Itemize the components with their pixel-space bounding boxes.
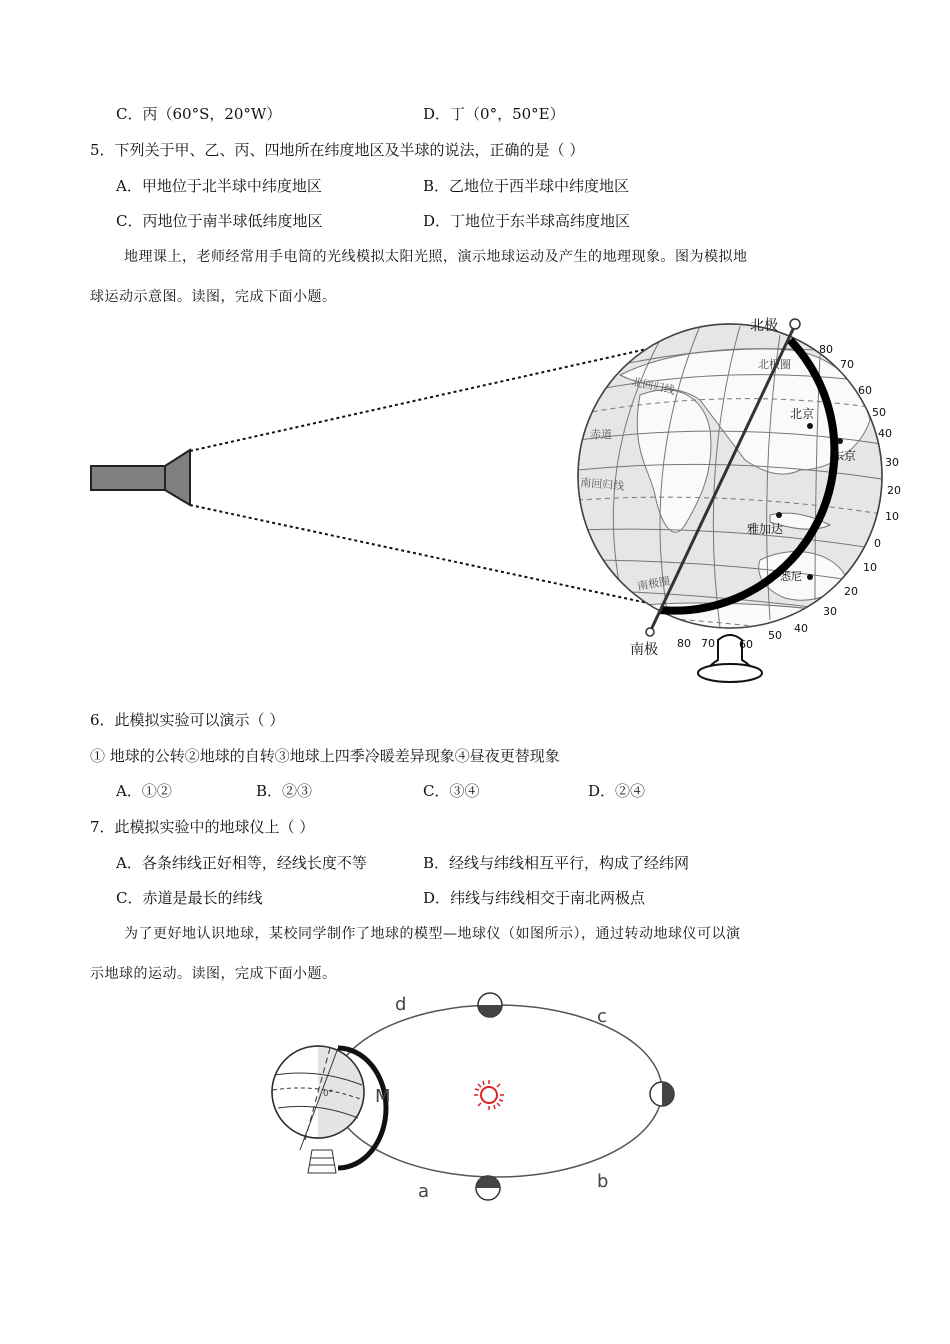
label-meridian-0: 0°: [323, 1089, 334, 1099]
q4-option-d: D．丁（0°，50°E）: [423, 105, 565, 123]
label-tokyo: 东京: [832, 449, 857, 463]
q7-option-b: B．经线与纬线相互平行，构成了经纬网: [423, 854, 690, 872]
flashlight-icon: [91, 450, 190, 505]
label-jakarta: 雅加达: [747, 522, 784, 536]
label-beijing: 北京: [790, 407, 815, 421]
scale-s10: 10: [863, 561, 877, 574]
label-b: b: [597, 1171, 609, 1192]
scale-s70: 70: [701, 637, 715, 650]
q4-option-c: C．丙（60°S，20°W）: [116, 105, 282, 123]
scale-s50: 50: [768, 629, 782, 642]
earth-position-right: [650, 1082, 674, 1106]
scale-n60: 60: [858, 384, 872, 397]
label-equator: 赤道: [590, 428, 612, 441]
label-a: a: [418, 1181, 430, 1202]
label-south-pole: 南极: [630, 642, 658, 658]
intro1-line1: 地理课上，老师经常用手电筒的光线模拟太阳光照，演示地球运动及产生的地理现象。图为模拟地: [124, 249, 748, 265]
q6-option-b: B．②③: [256, 782, 313, 800]
q6-stem: 6．此模拟实验可以演示（ ）: [90, 711, 285, 729]
label-tropic-capricorn: 南回归线: [579, 476, 625, 493]
q5-option-c: C．丙地位于南半球低纬度地区: [116, 212, 323, 230]
label-d: d: [395, 994, 407, 1015]
scale-s30: 30: [823, 605, 837, 618]
scale-n50: 50: [872, 406, 886, 419]
light-ray-bottom: [190, 505, 652, 604]
label-tropic-cancer: 北回归线: [630, 375, 677, 398]
scale-n70: 70: [840, 358, 854, 371]
q5-option-a: A．甲地位于北半球中纬度地区: [116, 177, 322, 195]
scale-n30: 30: [885, 456, 899, 469]
label-c: c: [597, 1006, 607, 1027]
earth-position-bottom: [476, 1176, 500, 1200]
label-m: M: [375, 1086, 391, 1107]
intro2-line2: 示地球的运动。读图，完成下面小题。: [90, 966, 337, 982]
label-arctic-circle: 北极圈: [758, 358, 791, 371]
q7-option-c: C．赤道是最长的纬线: [116, 889, 263, 907]
scale-n40: 40: [878, 427, 892, 440]
q5-option-b: B．乙地位于西半球中纬度地区: [423, 177, 630, 195]
scale-0: 0: [874, 537, 881, 550]
scale-s60: 60: [739, 638, 753, 651]
intro2-line1: 为了更好地认识地球，某校同学制作了地球的模型—地球仪（如图所示），通过转动地球仪可以演: [124, 926, 741, 942]
q7-option-d: D．纬线与纬线相交于南北两极点: [423, 889, 646, 907]
q6-option-a: A．①②: [116, 782, 172, 800]
sun-icon: [474, 1080, 504, 1110]
scale-s40: 40: [794, 622, 808, 635]
q7-option-a: A．各条纬线正好相等，经线长度不等: [116, 854, 367, 872]
q6-option-c: C．③④: [423, 782, 480, 800]
figure-orbit: [0, 990, 950, 1220]
globe-model: [272, 1046, 386, 1173]
scale-n10: 10: [885, 510, 899, 523]
earth-position-top: [478, 993, 502, 1017]
scale-n20: 20: [887, 484, 901, 497]
scale-n80: 80: [819, 343, 833, 356]
q5-stem: 5．下列关于甲、乙、丙、四地所在纬度地区及半球的说法，正确的是（ ）: [90, 141, 585, 159]
q7-stem: 7．此模拟实验中的地球仪上（ ）: [90, 818, 315, 836]
q6-option-d: D．②④: [588, 782, 646, 800]
scale-s80: 80: [677, 637, 691, 650]
intro1-line2: 球运动示意图。读图，完成下面小题。: [90, 289, 337, 305]
label-sydney: 悉尼: [780, 570, 802, 583]
q6-choices: ① 地球的公转②地球的自转③地球上四季冷暖差异现象④昼夜更替现象: [90, 747, 560, 765]
label-north-pole: 北极: [750, 318, 778, 334]
q5-option-d: D．丁地位于东半球高纬度地区: [423, 212, 631, 230]
scale-s20: 20: [844, 585, 858, 598]
label-antarctic-circle: 南极圈: [636, 574, 672, 593]
